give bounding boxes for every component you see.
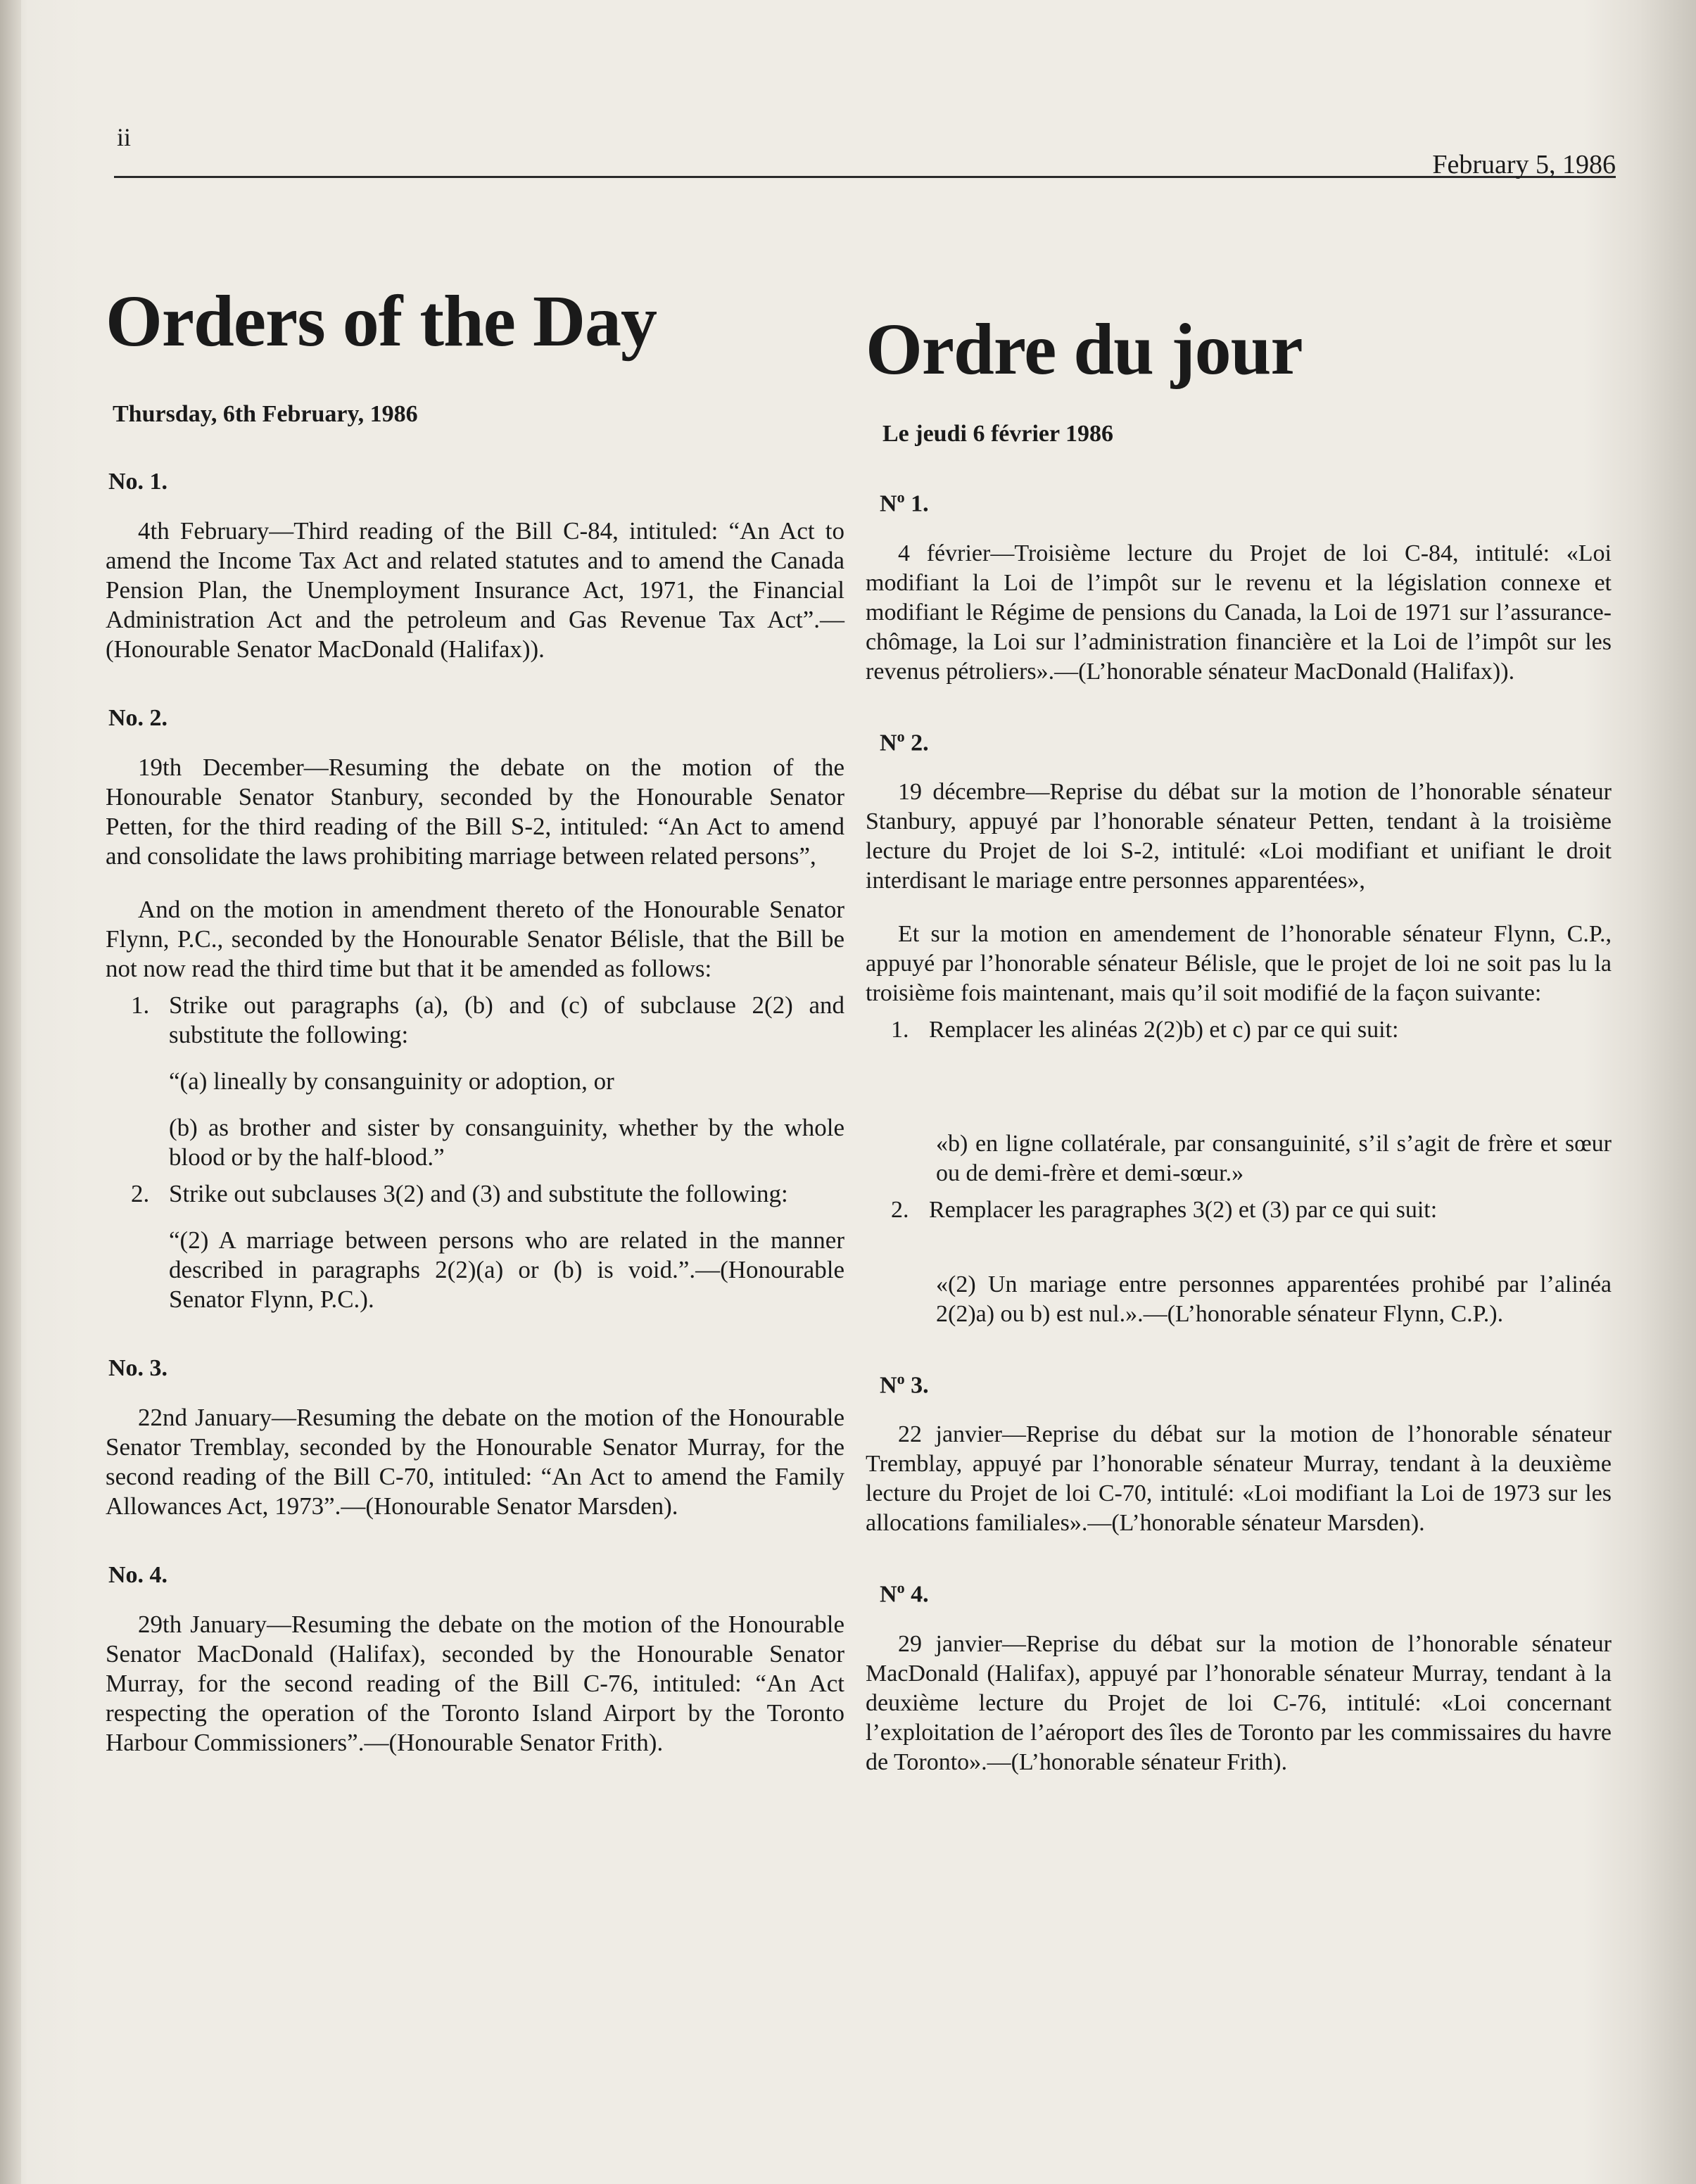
order-number-sup: o (897, 727, 905, 745)
english-order-text: 29th January—Resuming the debate on the motion of the Honourable Senator MacDonald (Halifax), seconded by the Honourable Senator Murray, for the second reading of the Bill C-76, intituled: “An Act respecting the operation of the Toronto Island Airport by the Toronto Harbour Commissioners”.—(Honourable Senator Frith). (106, 1611, 844, 1757)
english-quote: “(a) lineally by consanguinity or adoption, or (169, 1067, 614, 1096)
binding-edge (0, 0, 21, 2184)
list-item-number: 2. (891, 1197, 909, 1224)
list-item (106, 991, 844, 1050)
french-order-number (880, 1579, 1612, 1608)
english-quote: “(2) A marriage between persons who are related in the manner described in paragraphs 2(2)(a) or (b) is void.”.—(Honourable Senator Flynn, P.C.). (169, 1226, 844, 1314)
english-order-text: 19th December—Resuming the debate on the motion of the Honourable Senator Stanbury, seconded by the Honourable Senator Petten, for the third reading of the Bill S-2, intituled: “An Act to amend and consolidate the laws prohibiting marriage between related persons”, (106, 754, 844, 870)
page-header (114, 120, 1616, 178)
list-item-text: Remplacer les paragraphes 3(2) et (3) par ce qui suit: (929, 1197, 1438, 1224)
english-order-number: No. 3. (108, 1355, 168, 1382)
english-quote: (b) as brother and sister by consanguinity, whether by the whole blood or by the half-blood.” (169, 1114, 844, 1172)
english-amendment-list (106, 991, 844, 1050)
french-amendment-list (866, 1015, 1612, 1045)
order-number-sup: o (897, 1370, 905, 1388)
order-number-prefix: N (880, 1581, 897, 1608)
french-order-text: Et sur la motion en amendement de l’honorable sénateur Flynn, C.P., appuyé par l’honorable sénateur Bélisle, que le projet de loi ne soit pas lu la troisième fois maintenant, mais qu’il soit modifié de la façon suivante: (866, 921, 1612, 1007)
french-order-text: 29 janvier—Reprise du débat sur la motion de l’honorable sénateur MacDonald (Halifax), appuyé par l’honorable sénateur Murray, tendant à la deuxième lecture du Projet de loi C-76, intitulé: «Loi concernant l’exploitation de l’aéroport des îles de Toronto par les commissaires du havre de Toronto».—(L’honorable sénateur Frith). (866, 1630, 1612, 1775)
order-number-suffix: 4. (904, 1581, 929, 1608)
french-order-number (880, 728, 1612, 756)
list-item-number: 1. (891, 1017, 909, 1043)
list-item-text: Strike out paragraphs (a), (b) and (c) of subclause 2(2) and substitute the following: (169, 991, 844, 1049)
order-number-prefix: N (880, 490, 897, 517)
french-date-line: Le jeudi 6 février 1986 (882, 421, 1113, 447)
english-title: Orders of the Day (106, 281, 657, 362)
list-item (866, 1195, 1612, 1225)
english-amendment-list (106, 1179, 844, 1209)
list-item-number: 1. (131, 991, 150, 1020)
order-number-suffix: 2. (904, 730, 929, 756)
french-column (866, 281, 1612, 1777)
list-item-number: 2. (131, 1180, 150, 1208)
order-number-sup: o (897, 1579, 905, 1597)
order-number-suffix: 3. (904, 1372, 929, 1399)
french-order-number (880, 488, 1612, 517)
list-item-text: Strike out subclauses 3(2) and (3) and substitute the following: (169, 1180, 788, 1208)
english-order-number: No. 4. (108, 1562, 168, 1589)
list-item-text: Remplacer les alinéas 2(2)b) et c) par ce qui suit: (929, 1017, 1399, 1043)
spacer (866, 1045, 1612, 1112)
french-order-number (880, 1370, 1612, 1399)
english-date-line: Thursday, 6th February, 1986 (113, 401, 418, 428)
english-order-text: 22nd January—Resuming the debate on the motion of the Honourable Senator Tremblay, seconded by the Honourable Senator Murray, for the second reading of the Bill C-70, intituled: “An Act to amend the Family Allowances Act, 1973”.—(Honourable Senator Marsden). (106, 1404, 844, 1520)
list-item (106, 1179, 844, 1209)
order-number-prefix: N (880, 1372, 897, 1399)
french-order-text: 22 janvier—Reprise du débat sur la motion de l’honorable sénateur Tremblay, appuyé par l’honorable sénateur Murray, tendant à la deuxième lecture du Projet de loi C-70, intitulé: «Loi modifiant la Loi de 1973 sur les allocations familiales».—(L’honorable sénateur Marsden). (866, 1421, 1612, 1537)
english-order-number: No. 1. (108, 469, 168, 495)
english-order-text: 4th February—Third reading of the Bill C-84, intituled: “An Act to amend the Income Tax Act and related statutes and to amend the Canada Pension Plan, the Unemployment Insurance Act, 1971, the Financial Administration Act and the petroleum and Gas Revenue Tax Act”.—(Honourable Senator MacDonald (Halifax)). (106, 517, 844, 664)
french-quote: «b) en ligne collatérale, par consanguinité, s’il s’agit de frère et sœur ou de demi-frère et demi-sœur.» (936, 1131, 1612, 1187)
header-date: February 5, 1986 (1432, 150, 1616, 179)
order-number-suffix: 1. (904, 490, 929, 517)
list-item (866, 1015, 1612, 1045)
english-column (106, 281, 844, 1758)
french-order-text: 4 février—Troisième lecture du Projet de loi C-84, intitulé: «Loi modifiant la Loi de l’impôt sur le revenu et la législation connexe et modifiant le Régime de pensions du Canada, la Loi de 1971 sur l’assurance-chômage, la Loi sur l’administration financière et la Loi de l’impôt sur les revenus pétroliers».—(L’honorable sénateur MacDonald (Halifax)). (866, 540, 1612, 685)
french-title: Ordre du jour (866, 309, 1303, 390)
french-order-text: 19 décembre—Reprise du débat sur la motion de l’honorable sénateur Stanbury, appuyé par l’honorable sénateur Petten, tendant à la troisième lecture du Projet de loi S-2, intitulé: «Loi modifiant et unifiant le droit interdisant le mariage entre personnes apparentées», (866, 779, 1612, 894)
page-number: ii (117, 123, 132, 151)
spacer (866, 1225, 1612, 1253)
french-quote: «(2) Un mariage entre personnes apparentées prohibé par l’alinéa 2(2)a) ou b) est nul.».—(L’honorable sénateur Flynn, C.P.). (936, 1271, 1612, 1328)
english-order-text: And on the motion in amendment thereto of the Honourable Senator Flynn, P.C., seconded by the Honourable Senator Bélisle, that the Bill be not now read the third time but that it be amended as follows: (106, 896, 844, 983)
order-number-sup: o (897, 488, 905, 507)
english-order-number: No. 2. (108, 705, 168, 732)
order-number-prefix: N (880, 730, 897, 756)
french-amendment-list (866, 1195, 1612, 1225)
